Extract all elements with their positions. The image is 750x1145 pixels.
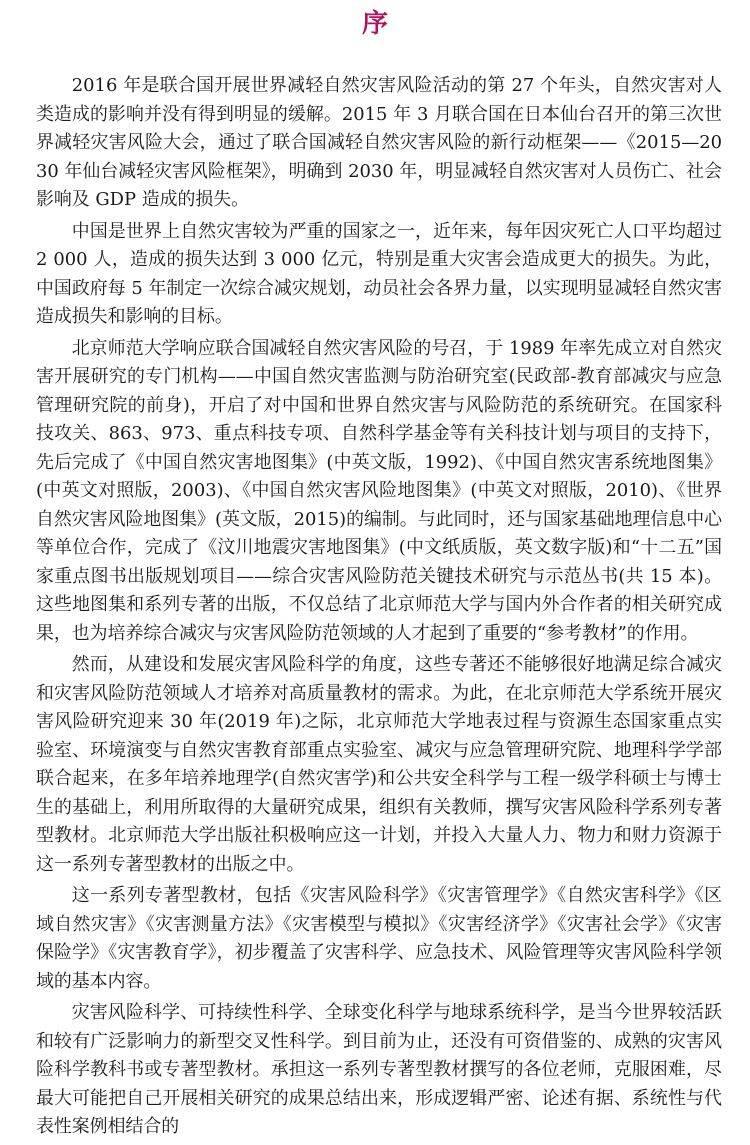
paragraph-1: 2016 年是联合国开展世界减轻自然灾害风险活动的第 27 个年头，自然灾害对人类造成的影响并没有得到明显的缓解。2015 年 3 月联合国在日本仙台召开的第三次世界减轻灾害风险大会，通过了联合国减轻自然灾害风险的新行动框架——《2015—2030 年仙台减轻灾害风险框架》，明确到 2030 年，明显减轻自然灾害对人员伤亡、社会影响及 GDP 造成的损失。 [36,75,722,210]
page-title: 序 [361,9,388,39]
paragraph-5: 这一系列专著型教材，包括《灾害风险科学》《灾害管理学》《自然灾害科学》《区域自然灾害》《灾害测量方法》《灾害模型与模拟》《灾害经济学》《灾害社会学》《灾害保险学》《灾害教育学》，初步覆盖了灾害科学、应急技术、风险管理等灾害风险科学领域的基本内容。 [36,885,722,992]
paragraph-3: 北京师范大学响应联合国减轻自然灾害风险的号召，于 1989 年率先成立对自然灾害开展研究的专门机构——中国自然灾害监测与防治研究室(民政部-教育部减灾与应急管理研究院的前身)，开启了对中国和世界自然灾害与风险防范的系统研究。在国家科技攻关、863、973、重点科技专项、自然科学基金等有关科技计划与项目的支持下，先后完成了《中国自然灾害地图集》(中英文版，1992)、《中国自然灾害系统地图集》(中英文对照版，2003)、《中国自然灾害风险地图集》(中英文对照版，2010)、《世界自然灾害风险地图集》(英文版，2015)的编制。与此同时，还与国家基础地理信息中心等单位合作，完成了《汶川地震灾害地图集》(中文纸质版，英文数字版)和“十二五”国家重点图书出版规划项目——综合灾害风险防范关键技术研究与示范丛书(共 15 本)。这些地图集和系列专著的出版，不仅总结了北京师范大学与国内外合作者的相关研究成果，也为培养综合减灾与灾害风险防范领域的人才起到了重要的“参考教材”的作用。 [36,337,722,644]
preface-body [36,72,722,1145]
paragraph-6: 灾害风险科学、可持续性科学、全球变化科学与地球系统科学，是当今世界较活跃和较有广泛影响力的新型交叉性科学。到目前为止，还没有可资借鉴的、成熟的灾害风险科学教科书或专著型教材。承担这一系列专著型教材撰写的各位老师，克服困难，尽最大可能把自己开展相关研究的成果总结出来，形成逻辑严密、论述有据、系统性与代表性案例相结合的 [36,1002,722,1137]
paragraph-2: 中国是世界上自然灾害较为严重的国家之一，近年来，每年因灾死亡人口平均超过 2 000 人，造成的损失达到 3 000 亿元，特别是重大灾害会造成更大的损失。为此，中国政府每 5 年制定一次综合减灾规划，动员社会各界力量，以实现明显减轻自然灾害造成损失和影响的目标。 [36,220,722,327]
paragraph-4: 然而，从建设和发展灾害风险科学的角度，这些专著还不能够很好地满足综合减灾和灾害风险防范领域人才培养对高质量教材的需求。为此，在北京师范大学系统开展灾害风险研究迎来 30 年(2019 年)之际，北京师范大学地表过程与资源生态国家重点实验室、环境演变与自然灾害教育部重点实验室、减灾与应急管理研究院、地理科学学部联合起来，在多年培养地理学(自然灾害学)和公共安全科学与工程一级学科硕士与博士生的基础上，利用所取得的大量研究成果，组织有关教师，撰写灾害风险科学系列专著型教材。北京师范大学出版社积极响应这一计划，并投入大量人力、物力和财力资源于这一系列专著型教材的出版之中。 [36,654,722,875]
